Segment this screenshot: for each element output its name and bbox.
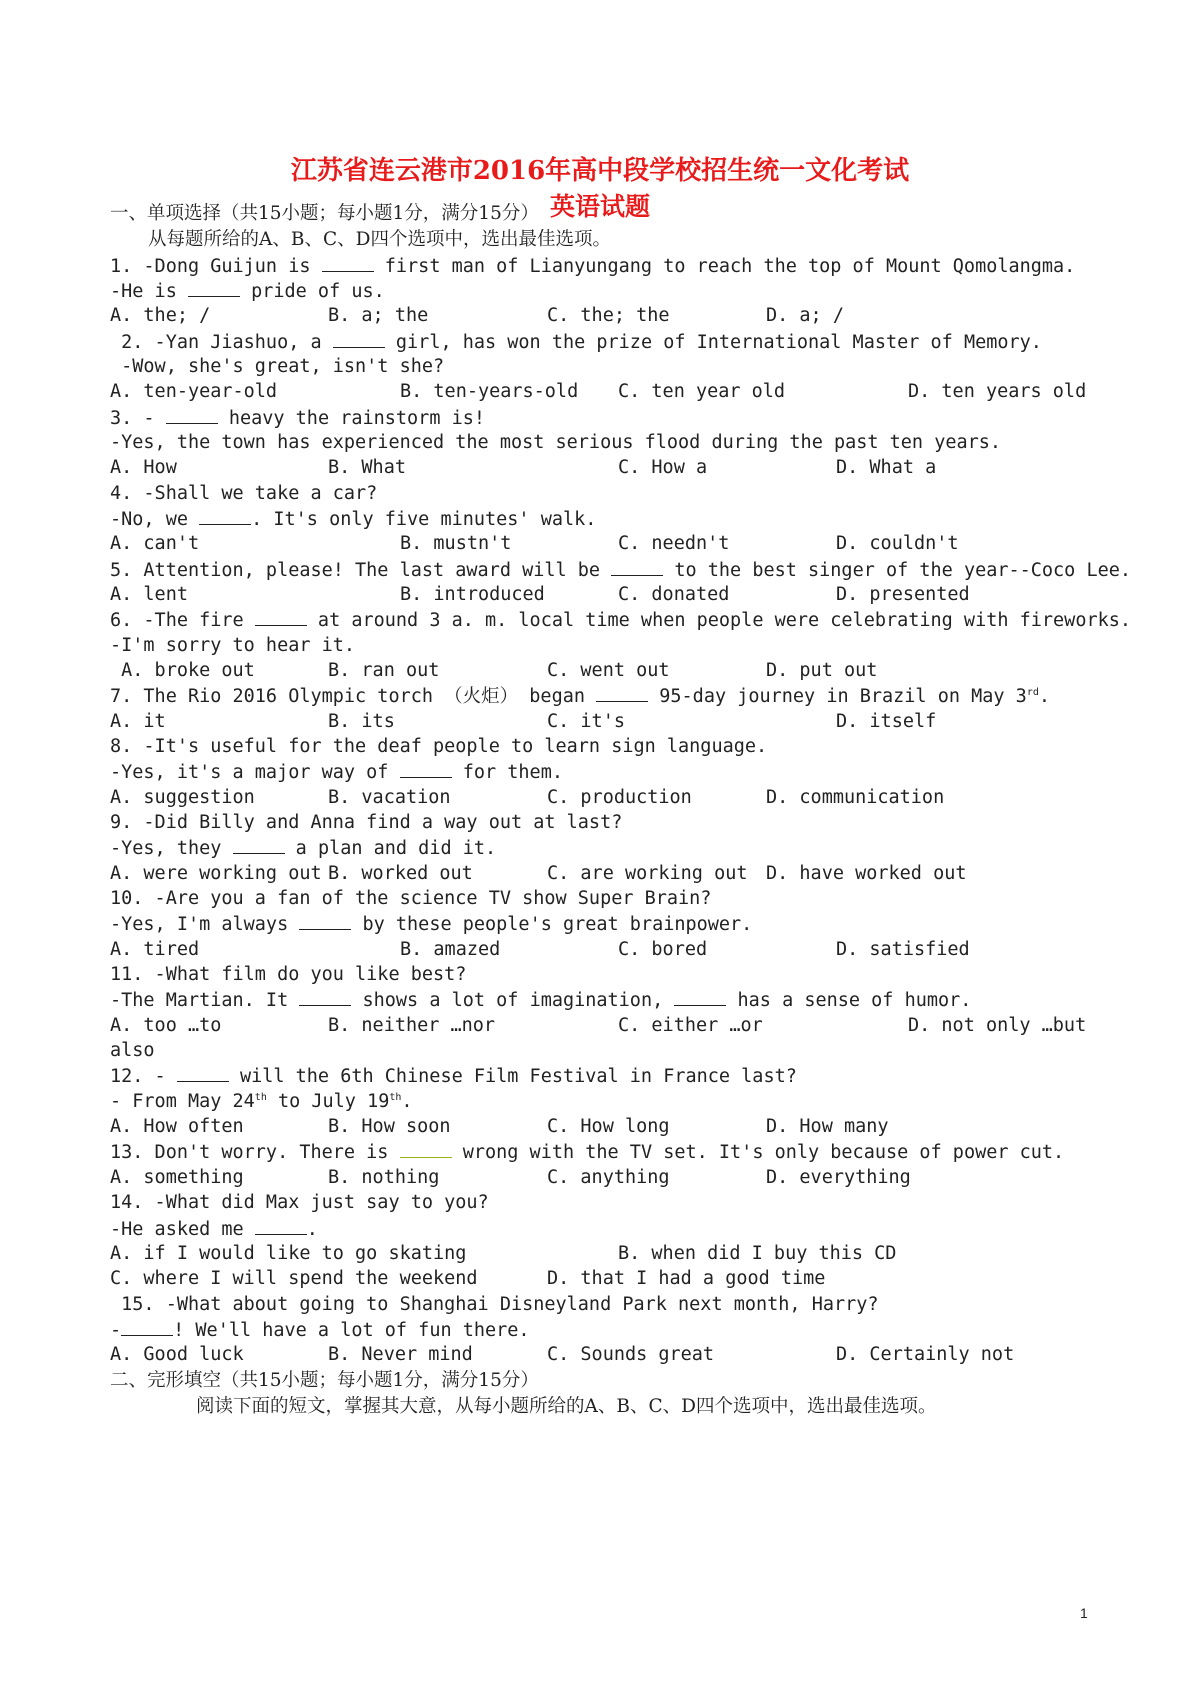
option-a: A. something (110, 1167, 244, 1188)
option-d: D. a; / (766, 305, 844, 326)
option-d: D. itself (836, 711, 937, 732)
answer-blank (121, 1317, 173, 1336)
q3-options (110, 455, 1110, 481)
answer-blank (177, 1063, 229, 1082)
q11-option-d-continued: also (110, 1040, 155, 1061)
q10-reply: -Yes, I'm always by these people's great brainpower. (110, 911, 752, 937)
option-a: A. if I would like to go skating (110, 1243, 467, 1264)
option-b: B. amazed (400, 939, 501, 960)
option-c: C. are working out (547, 863, 748, 884)
q8-stem: 8. -It's useful for the deaf people to learn sign language. (110, 736, 768, 757)
option-d: D. presented (836, 584, 970, 605)
option-a: A. How often (110, 1116, 244, 1137)
option-a: A. it (110, 711, 166, 732)
option-d: D. put out (766, 660, 878, 681)
option-b: B. a; the (328, 305, 429, 326)
q2-reply: -Wow, she's great, isn't she? (110, 356, 445, 377)
q7-options (110, 709, 1110, 735)
q3-stem: 3. - heavy the rainstorm is! (110, 405, 485, 431)
option-c: C. went out (547, 660, 670, 681)
section1-instruction: 从每题所给的A、B、C、D四个选项中，选出最佳选项。 (148, 229, 611, 250)
section2-heading: 二、完形填空（共15小题；每小题1分，满分15分） (110, 1370, 539, 1391)
q4-options (110, 531, 1110, 557)
q12-reply: - From May 24th to July 19th. (110, 1091, 413, 1112)
q9-reply: -Yes, they a plan and did it. (110, 835, 496, 861)
section1-heading: 一、单项选择（共15小题；每小题1分，满分15分） (110, 203, 539, 224)
answer-blank (400, 1139, 452, 1158)
option-d: D. What a (836, 457, 937, 478)
answer-blank (199, 506, 251, 525)
option-c: C. the; the (547, 305, 670, 326)
q8-reply: -Yes, it's a major way of for them. (110, 759, 563, 785)
option-d: D. satisfied (836, 939, 970, 960)
q9-stem: 9. -Did Billy and Anna find a way out at last? (110, 812, 623, 833)
option-d: D. not only …but (908, 1015, 1087, 1036)
q15-reply: - ! We'll have a lot of fun there. (110, 1317, 530, 1343)
answer-blank (596, 683, 648, 702)
exam-title: 江苏省连云港市2016年高中段学校招生统一文化考试 (290, 156, 910, 186)
q2-stem: 2. -Yan Jiashuo, a girl, has won the prize of International Master of Memory. (110, 329, 1042, 355)
q14-stem: 14. -What did Max just say to you? (110, 1192, 489, 1213)
option-c: C. where I will spend the weekend (110, 1268, 478, 1289)
q6-options (110, 658, 1110, 684)
q9-options (110, 861, 1110, 887)
option-b: B. mustn't (400, 533, 512, 554)
answer-blank (322, 253, 374, 272)
answer-blank (299, 911, 351, 930)
answer-blank (400, 759, 452, 778)
q4-reply: -No, we . It's only five minutes' walk. (110, 506, 596, 532)
q11-stem: 11. -What film do you like best? (110, 964, 467, 985)
q13-stem: 13. Don't worry. There is wrong with the TV set. It's only because of power cut. (110, 1139, 1064, 1165)
q1-options (110, 303, 1110, 329)
answer-blank (299, 987, 351, 1006)
option-b: B. vacation (328, 787, 451, 808)
q3-reply: -Yes, the town has experienced the most serious flood during the past ten years. (110, 432, 1002, 453)
option-b: B. ten-years-old (400, 381, 579, 402)
section2-instruction: 阅读下面的短文，掌握其大意，从每小题所给的A、B、C、D四个选项中，选出最佳选项。 (196, 1396, 937, 1417)
q14-options-ab (110, 1241, 1110, 1267)
q15-options (110, 1342, 1110, 1368)
q11-options (110, 1013, 1110, 1039)
option-b: B. What (328, 457, 406, 478)
q5-stem: 5. Attention, please! The last award will be to the best singer of the year--Coco Lee. (110, 557, 1131, 583)
option-d: D. couldn't (836, 533, 959, 554)
option-c: C. Sounds great (547, 1344, 715, 1365)
q10-options (110, 937, 1110, 963)
q12-options (110, 1114, 1110, 1140)
q6-stem: 6. -The fire at around 3 a. m. local time when people were celebrating with fireworks. (110, 607, 1131, 633)
option-a: A. suggestion (110, 787, 255, 808)
q14-reply: -He asked me . (110, 1216, 318, 1242)
q7-stem: 7. The Rio 2016 Olympic torch （火炬） began 95-day journey in Brazil on May 3rd. (110, 683, 1050, 709)
option-a: A. tired (110, 939, 200, 960)
option-a: A. can't (110, 533, 200, 554)
option-b: B. neither …nor (328, 1015, 496, 1036)
option-a: A. lent (110, 584, 188, 605)
option-a: A. ten-year-old (110, 381, 278, 402)
option-a: A. How (110, 457, 177, 478)
option-d: D. that I had a good time (547, 1268, 826, 1289)
option-c: C. How a (618, 457, 708, 478)
option-d: D. have worked out (766, 863, 967, 884)
answer-blank (255, 1216, 307, 1235)
option-c: C. anything (547, 1167, 670, 1188)
option-d: D. Certainly not (836, 1344, 1015, 1365)
exam-subtitle: 英语试题 (549, 192, 650, 221)
q6-reply: -I'm sorry to hear it. (110, 635, 356, 656)
q15-stem: 15. -What about going to Shanghai Disneyland Park next month, Harry? (110, 1294, 879, 1315)
option-c: C. production (547, 787, 692, 808)
q13-options (110, 1165, 1110, 1191)
option-a: A. were working out (110, 863, 322, 884)
option-c: C. it's (547, 711, 625, 732)
option-a: A. broke out (110, 660, 255, 681)
page-number: 1 (1080, 1605, 1088, 1621)
option-a: A. Good luck (110, 1344, 244, 1365)
option-c: C. needn't (618, 533, 730, 554)
answer-blank (188, 278, 240, 297)
q1-reply: -He is pride of us. (110, 278, 385, 304)
option-b: B. How soon (328, 1116, 451, 1137)
option-a: A. too …to (110, 1015, 222, 1036)
q5-options (110, 582, 1110, 608)
option-d: D. communication (766, 787, 945, 808)
option-d: D. everything (766, 1167, 911, 1188)
option-b: B. its (328, 711, 395, 732)
q12-stem: 12. - will the 6th Chinese Film Festival in France last? (110, 1063, 797, 1089)
q1-stem: 1. -Dong Guijun is first man of Lianyungang to reach the top of Mount Qomolangma. (110, 253, 1075, 279)
option-d: D. How many (766, 1116, 889, 1137)
option-c: C. bored (618, 939, 708, 960)
option-b: B. nothing (328, 1167, 440, 1188)
answer-blank (611, 557, 663, 576)
option-c: C. ten year old (618, 381, 786, 402)
q2-options (110, 379, 1110, 405)
option-d: D. ten years old (908, 381, 1087, 402)
q14-options-cd (110, 1266, 1110, 1292)
option-a: A. the; / (110, 305, 211, 326)
option-c: C. donated (618, 584, 730, 605)
answer-blank (166, 405, 218, 424)
option-b: B. ran out (328, 660, 440, 681)
option-c: C. How long (547, 1116, 670, 1137)
q4-stem: 4. -Shall we take a car? (110, 483, 378, 504)
answer-blank (255, 607, 307, 626)
option-b: B. worked out (328, 863, 473, 884)
answer-blank (674, 987, 726, 1006)
option-b: B. introduced (400, 584, 545, 605)
q11-reply: -The Martian. It shows a lot of imagination, has a sense of humor. (110, 987, 971, 1013)
option-b: B. when did I buy this CD (618, 1243, 897, 1264)
q8-options (110, 785, 1110, 811)
option-c: C. either …or (618, 1015, 763, 1036)
answer-blank (333, 329, 385, 348)
option-b: B. Never mind (328, 1344, 473, 1365)
q10-stem: 10. -Are you a fan of the science TV show Super Brain? (110, 888, 712, 909)
answer-blank (233, 835, 285, 854)
